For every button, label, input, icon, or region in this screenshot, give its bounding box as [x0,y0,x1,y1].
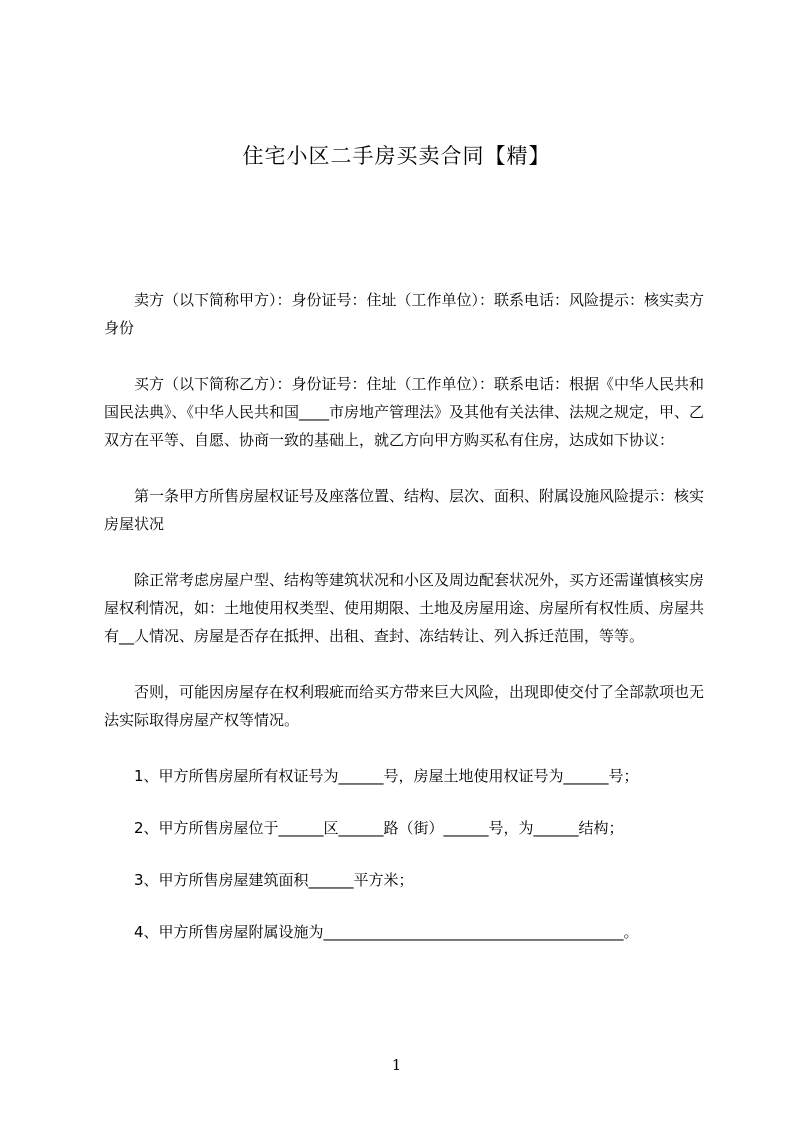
list-item-location: 2、甲方所售房屋位于______区______路（街）______号，为______结构； [134,819,624,837]
page-number: 1 [391,1056,402,1074]
paragraph-verification: 除正常考虑房屋户型、结构等建筑状况和小区及周边配套状况外，买方还需谨慎核实房屋权利情况，如：土地使用权类型、使用期限、土地及房屋用途、房屋所有权性质、房屋共有__人情况、房屋是否存在抵押、出租、查封、冻结转让、列入拆迁范围，等等。 [104,571,705,645]
paragraph-seller: 卖方（以下简称甲方）：身份证号：住址（工作单位）：联系电话：风险提示：核实卖方身份 [104,291,705,337]
list-item-facilities: 4、甲方所售房屋附属设施为________________________________________。 [134,923,639,941]
list-item-certificate: 1、甲方所售房屋所有权证号为______号，房屋土地使用权证号为______号； [134,767,639,785]
document-body [104,286,704,970]
paragraph-buyer: 买方（以下简称乙方）：身份证号：住址（工作单位）：联系电话：根据《中华人民共和国民法典》、《中华人民共和国____市房地产管理法》及其他有关法律、法规之规定，甲、乙双方在平等、自愿、协商一致的基础上，就乙方向甲方购买私有住房，达成如下协议： [104,375,705,449]
paragraph-article-one: 第一条甲方所售房屋权证号及座落位置、结构、层次、面积、附属设施风险提示：核实房屋状况 [104,487,705,533]
paragraph-risk: 否则，可能因房屋存在权利瑕疵而给买方带来巨大风险，出现即使交付了全部款项也无法实际取得房屋产权等情况。 [104,683,705,729]
document-title: 住宅小区二手房买卖合同【精】 [242,144,551,168]
list-item-area: 3、甲方所售房屋建筑面积______平方米； [134,871,414,889]
